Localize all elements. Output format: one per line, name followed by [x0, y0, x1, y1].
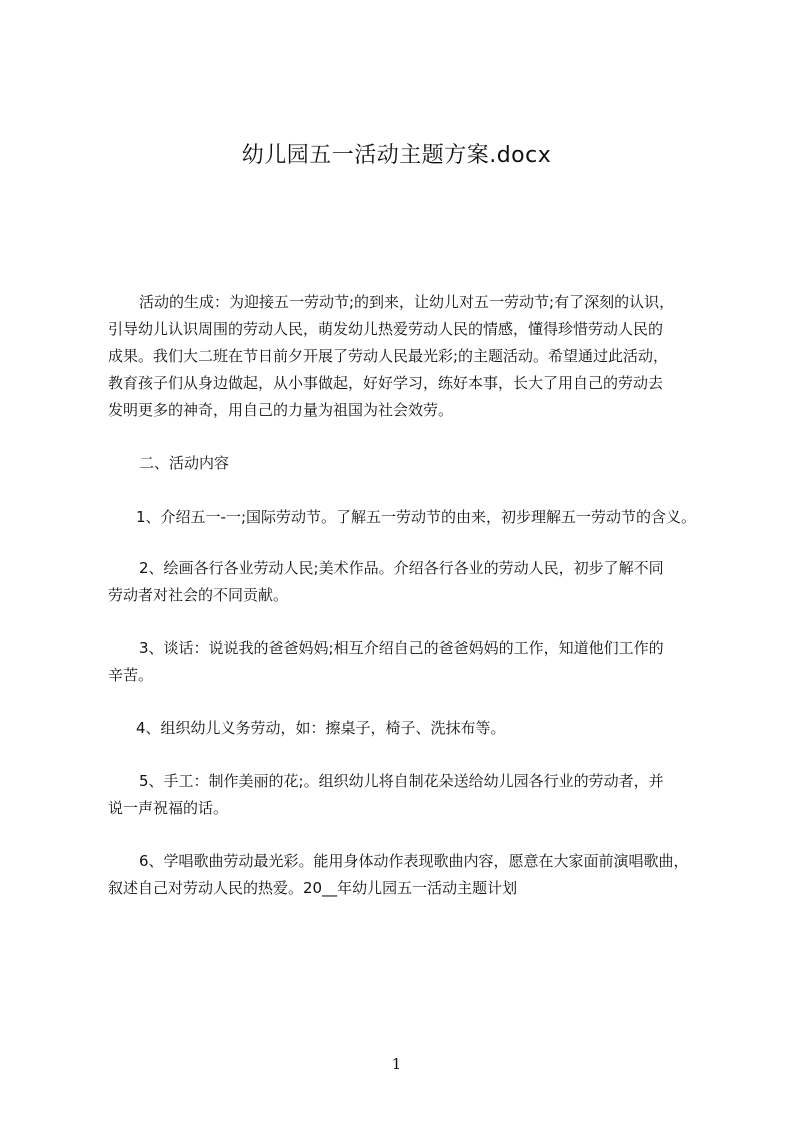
item-2-line-1: 2、绘画各行各业劳动人民;美术作品。介绍各行各业的劳动人民，初步了解不同 — [139, 559, 664, 577]
intro-line-1: 活动的生成：为迎接五一劳动节;的到来，让幼儿对五一劳动节;有了深刻的认识， — [139, 293, 675, 311]
item-6-line-2: 叙述自己对劳动人民的热爱。20__年幼儿园五一活动主题计划 — [108, 879, 518, 897]
item-5-line-2: 说一声祝福的话。 — [108, 799, 229, 817]
item-2-line-2: 劳动者对社会的不同贡献。 — [108, 586, 289, 604]
item-1-line-1: 1、介绍五一-一;国际劳动节。了解五一劳动节的由来，初步理解五一劳动节的含义。 — [136, 508, 697, 526]
intro-line-3: 成果。我们大二班在节日前夕开展了劳动人民最光彩;的主题活动。希望通过此活动， — [108, 347, 669, 365]
section-heading: 二、活动内容 — [139, 454, 230, 472]
intro-line-5: 发明更多的神奇，用自己的力量为祖国为社会效劳。 — [108, 401, 454, 419]
document-title: 幼儿园五一活动主题方案.docx — [241, 143, 552, 168]
item-5-line-1: 5、手工：制作美丽的花;。组织幼儿将自制花朵送给幼儿园各行业的劳动者，并 — [139, 772, 664, 790]
intro-line-2: 引导幼儿认识周围的劳动人民，萌发幼儿热爱劳动人民的情感，懂得珍惜劳动人民的 — [108, 320, 664, 338]
item-3-line-1: 3、谈话：说说我的爸爸妈妈;相互介绍自己的爸爸妈妈的工作，知道他们工作的 — [139, 639, 664, 657]
item-3-line-2: 辛苦。 — [108, 666, 154, 684]
item-6-line-1: 6、学唱歌曲劳动最光彩。能用身体动作表现歌曲内容，愿意在大家面前演唱歌曲， — [139, 852, 689, 870]
intro-line-4: 教育孩子们从身边做起，从小事做起，好好学习，练好本事，长大了用自己的劳动去 — [108, 374, 664, 392]
item-4-line-1: 4、组织幼儿义务劳动，如：擦桌子，椅子、洗抹布等。 — [136, 719, 506, 737]
page-number: 1 — [391, 1055, 402, 1073]
